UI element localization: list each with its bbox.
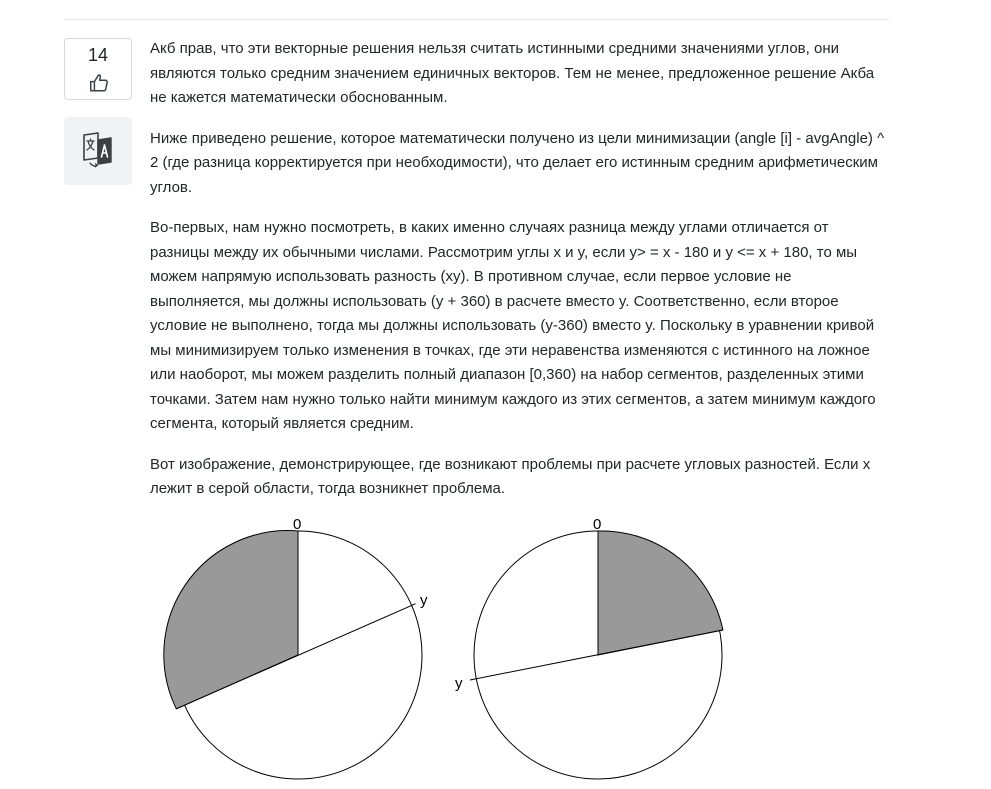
vote-box[interactable] — [64, 38, 132, 100]
vote-count: 14 — [87, 45, 109, 65]
left-zero-label: 0 — [293, 516, 302, 533]
right-circle-group — [455, 516, 723, 779]
translate-icon — [82, 132, 114, 168]
angle-diagram — [150, 510, 750, 789]
right-y-label: y — [455, 675, 463, 692]
answer-paragraph: Во-первых, нам нужно посмотреть, в каких именно случаях разница между углами отличается от разницы между их обычными числами. Рассмотрим углы x и y, если y> = x - 180 и y <= x + 180, то мы можем напрямую использовать разность (xy). В противном случае, если первое условие не выполняется, мы должны использовать (y + 360) в расчете вместо y. Соответственно, если второе условие не выполнено, тогда мы должны использовать (y-360) вместо y. Поскольку в уравнении кривой мы минимизируем только изменения в точках, где эти неравенства изменяются с истинного на ложное или наоборот, мы можем разделить полный диапазон [0,360) на набор сегментов, разделенных этими точками. Затем нам нужно только найти минимум каждого из этих сегментов, а затем минимум каждого сегмента, который является средним. — [150, 219, 876, 432]
right-zero-label: 0 — [593, 516, 602, 533]
thumbs-up-icon[interactable] — [88, 72, 110, 94]
angle-diagram-svg — [150, 510, 750, 789]
top-divider — [64, 19, 889, 20]
answer-paragraph: Акб прав, что эти векторные решения нельзя считать истинными средними значениями углов, они являются только средним значением единичных векторов. Тем не менее, предложенное решение Акба не кажется математически обоснованным. — [150, 40, 875, 106]
answer-body — [150, 37, 885, 518]
translate-button[interactable] — [64, 117, 132, 185]
answer-paragraph: Вот изображение, демонстрирующее, где возникают проблемы при расчете угловых разностей. Если x лежит в серой области, тогда возникнет проблема. — [150, 455, 871, 497]
answer-paragraph: Ниже приведено решение, которое математически получено из цели минимизации (angle [i] - avgAngle) ^ 2 (где разница корректируется при необходимости), что делает его истинным средним арифметическим углов. — [150, 129, 885, 196]
left-y-label: y — [420, 592, 428, 609]
left-circle-group — [164, 516, 428, 779]
